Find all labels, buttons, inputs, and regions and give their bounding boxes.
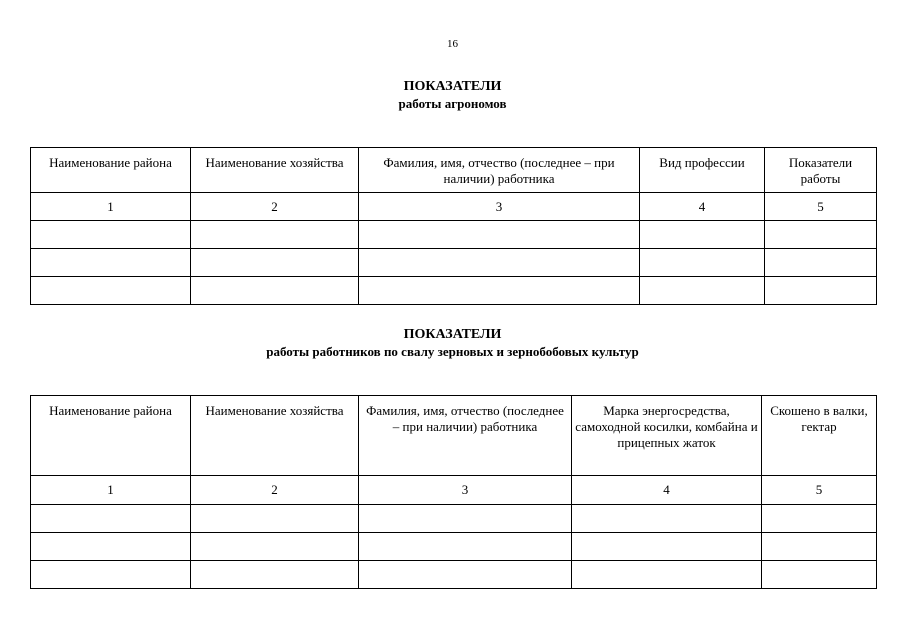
table-cell[interactable] [359, 533, 572, 561]
table-row [31, 249, 877, 277]
section2-title: ПОКАЗАТЕЛИ [403, 327, 502, 342]
table-row [31, 277, 877, 305]
table-row [31, 561, 877, 589]
table-cell[interactable] [359, 561, 572, 589]
table-cell[interactable] [191, 249, 359, 277]
table-cell[interactable] [572, 561, 762, 589]
table-cell[interactable] [191, 533, 359, 561]
section2-heading [0, 326, 905, 360]
column-number: 4 [572, 476, 762, 505]
table-cell[interactable] [640, 249, 765, 277]
table-cell[interactable] [765, 249, 877, 277]
table-cell[interactable] [31, 249, 191, 277]
table-cell[interactable] [191, 221, 359, 249]
section1-heading [0, 78, 905, 112]
table-header-row [31, 396, 877, 476]
page-number: 16 [447, 38, 458, 50]
table-cell[interactable] [31, 533, 191, 561]
column-header-mowed-hectares: Скошено в валки, гектар [762, 396, 877, 476]
column-header-full-name: Фамилия, имя, отчество (последнее – при наличии) работника [359, 396, 572, 476]
column-number: 1 [31, 193, 191, 221]
column-header-profession: Вид профессии [640, 148, 765, 193]
column-number: 1 [31, 476, 191, 505]
table-header-row [31, 148, 877, 193]
table-cell[interactable] [762, 505, 877, 533]
table-cell[interactable] [31, 221, 191, 249]
column-number: 2 [191, 476, 359, 505]
section1-subtitle: работы агрономов [398, 96, 507, 111]
column-header-full-name: Фамилия, имя, отчество (последнее – при наличии) работника [359, 148, 640, 193]
table-cell[interactable] [31, 505, 191, 533]
column-number: 5 [762, 476, 877, 505]
table-cell[interactable] [359, 221, 640, 249]
table-cell[interactable] [359, 249, 640, 277]
table-cell[interactable] [640, 277, 765, 305]
column-numbers-row [31, 476, 877, 505]
table-cell[interactable] [762, 533, 877, 561]
table-cell[interactable] [762, 561, 877, 589]
table-cell[interactable] [572, 505, 762, 533]
table-cell[interactable] [191, 561, 359, 589]
column-number: 5 [765, 193, 877, 221]
table-cell[interactable] [359, 505, 572, 533]
table-row [31, 221, 877, 249]
table-row [31, 505, 877, 533]
column-header-district: Наименование района [31, 396, 191, 476]
column-header-farm: Наименование хозяйства [191, 148, 359, 193]
table-row [31, 533, 877, 561]
table-cell[interactable] [572, 533, 762, 561]
table-cell[interactable] [359, 277, 640, 305]
table-cell[interactable] [640, 221, 765, 249]
section2-subtitle: работы работников по свалу зерновых и зернобобовых культур [266, 344, 639, 359]
table-cell[interactable] [765, 277, 877, 305]
agronomists-table [30, 147, 877, 305]
column-number: 3 [359, 193, 640, 221]
table-cell[interactable] [191, 277, 359, 305]
table-cell[interactable] [31, 277, 191, 305]
column-header-indicators: Показатели работы [765, 148, 877, 193]
column-header-equipment-brand: Марка энергосредства, самоходной косилки, комбайна и прицепных жаток [572, 396, 762, 476]
column-numbers-row [31, 193, 877, 221]
column-header-farm: Наименование хозяйства [191, 396, 359, 476]
table-cell[interactable] [191, 505, 359, 533]
table-cell[interactable] [765, 221, 877, 249]
table-cell[interactable] [31, 561, 191, 589]
column-number: 3 [359, 476, 572, 505]
column-number: 4 [640, 193, 765, 221]
column-number: 2 [191, 193, 359, 221]
harvest-workers-table [30, 395, 877, 589]
column-header-district: Наименование района [31, 148, 191, 193]
section1-title: ПОКАЗАТЕЛИ [403, 79, 502, 94]
